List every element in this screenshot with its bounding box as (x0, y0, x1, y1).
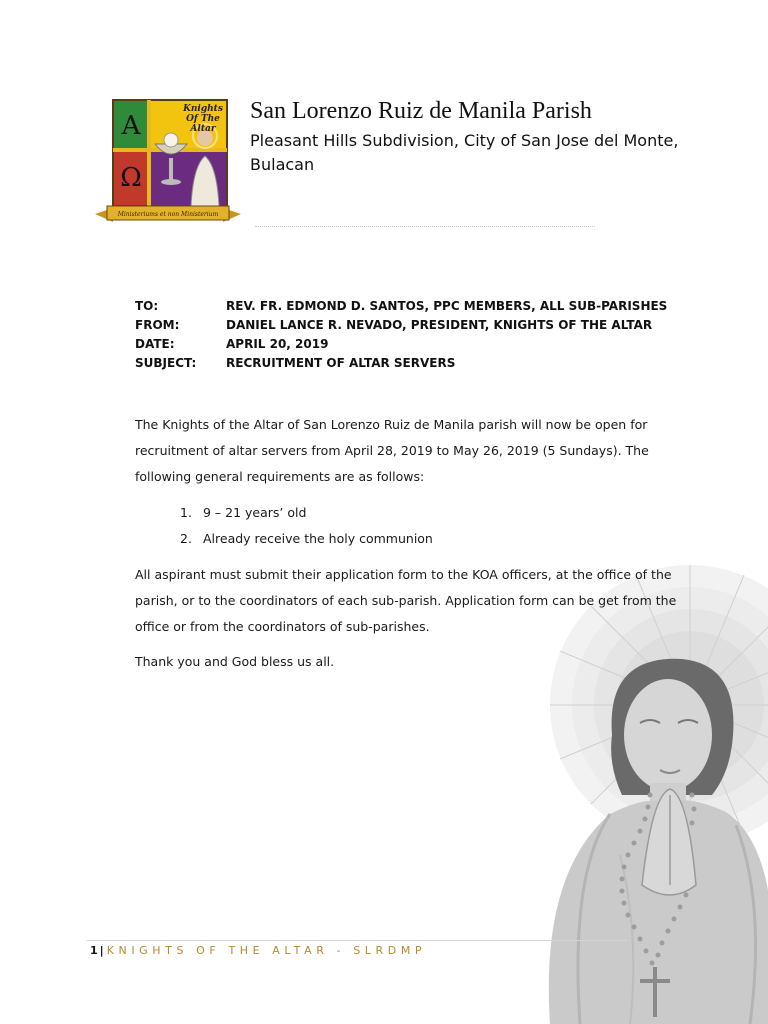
parish-name: San Lorenzo Ruiz de Manila Parish (250, 98, 592, 124)
footer-separator: | (99, 944, 104, 957)
list-item (180, 526, 433, 552)
intro-paragraph: The Knights of the Altar of San Lorenzo Ruiz de Manila parish will now be open for recruitment of altar servers from April 28, 2019 to May 26, 2019 (5 Sundays). The following general requirements are as follows: (135, 417, 649, 484)
memo-label: DATE: (135, 337, 175, 351)
list-item-text: Already receive the holy communion (203, 531, 433, 546)
closing-line: Thank you and God bless us all. (135, 654, 335, 669)
memo-row-subject (135, 354, 695, 373)
logo-omega: Ω (120, 163, 142, 193)
memo-value: DANIEL LANCE R. NEVADO, PRESIDENT, KNIGHTS OF THE ALTAR (226, 318, 653, 332)
footer-divider (87, 940, 627, 941)
knights-of-the-altar-logo (93, 96, 243, 228)
header-divider (255, 226, 595, 227)
logo-motto: Ministeriums et non Ministerium (117, 211, 219, 218)
footer-page-number: 1 (90, 944, 98, 957)
logo-text-line-1: Knights (183, 104, 223, 114)
list-item-number: 1. (180, 505, 192, 520)
page-footer (90, 944, 426, 957)
memo-label: SUBJECT: (135, 356, 197, 370)
memo-value: REV. FR. EDMOND D. SANTOS, PPC MEMBERS, ALL SUB-PARISHES (226, 299, 668, 313)
memo-row-from (135, 316, 695, 335)
memo-label: FROM: (135, 318, 180, 332)
application-paragraph: All aspirant must submit their application form to the KOA officers, at the office of the parish, or to the coordinators of each sub-parish. Application form can be get from the office or from the coordinators of sub-parishes. (135, 567, 677, 634)
memo-value: RECRUITMENT OF ALTAR SERVERS (226, 356, 456, 370)
logo-alpha: A (121, 111, 141, 141)
memo-value: APRIL 20, 2019 (226, 337, 329, 351)
requirements-list (180, 500, 433, 552)
list-item-text: 9 – 21 years’ old (203, 505, 307, 520)
logo-emblem (93, 96, 243, 228)
list-item (180, 500, 433, 526)
logo-text-line-2: Of The (186, 114, 220, 124)
list-item-number: 2. (180, 531, 192, 546)
memo-header (135, 297, 695, 373)
memo-row-date (135, 335, 695, 354)
parish-address: Pleasant Hills Subdivision, City of San Jose del Monte, Bulacan (250, 131, 679, 174)
logo-text-line-3: Altar (190, 124, 216, 134)
memo-label: TO: (135, 299, 159, 313)
footer-title: KNIGHTS OF THE ALTAR - SLRDMP (106, 944, 427, 957)
memo-row-to (135, 297, 695, 316)
